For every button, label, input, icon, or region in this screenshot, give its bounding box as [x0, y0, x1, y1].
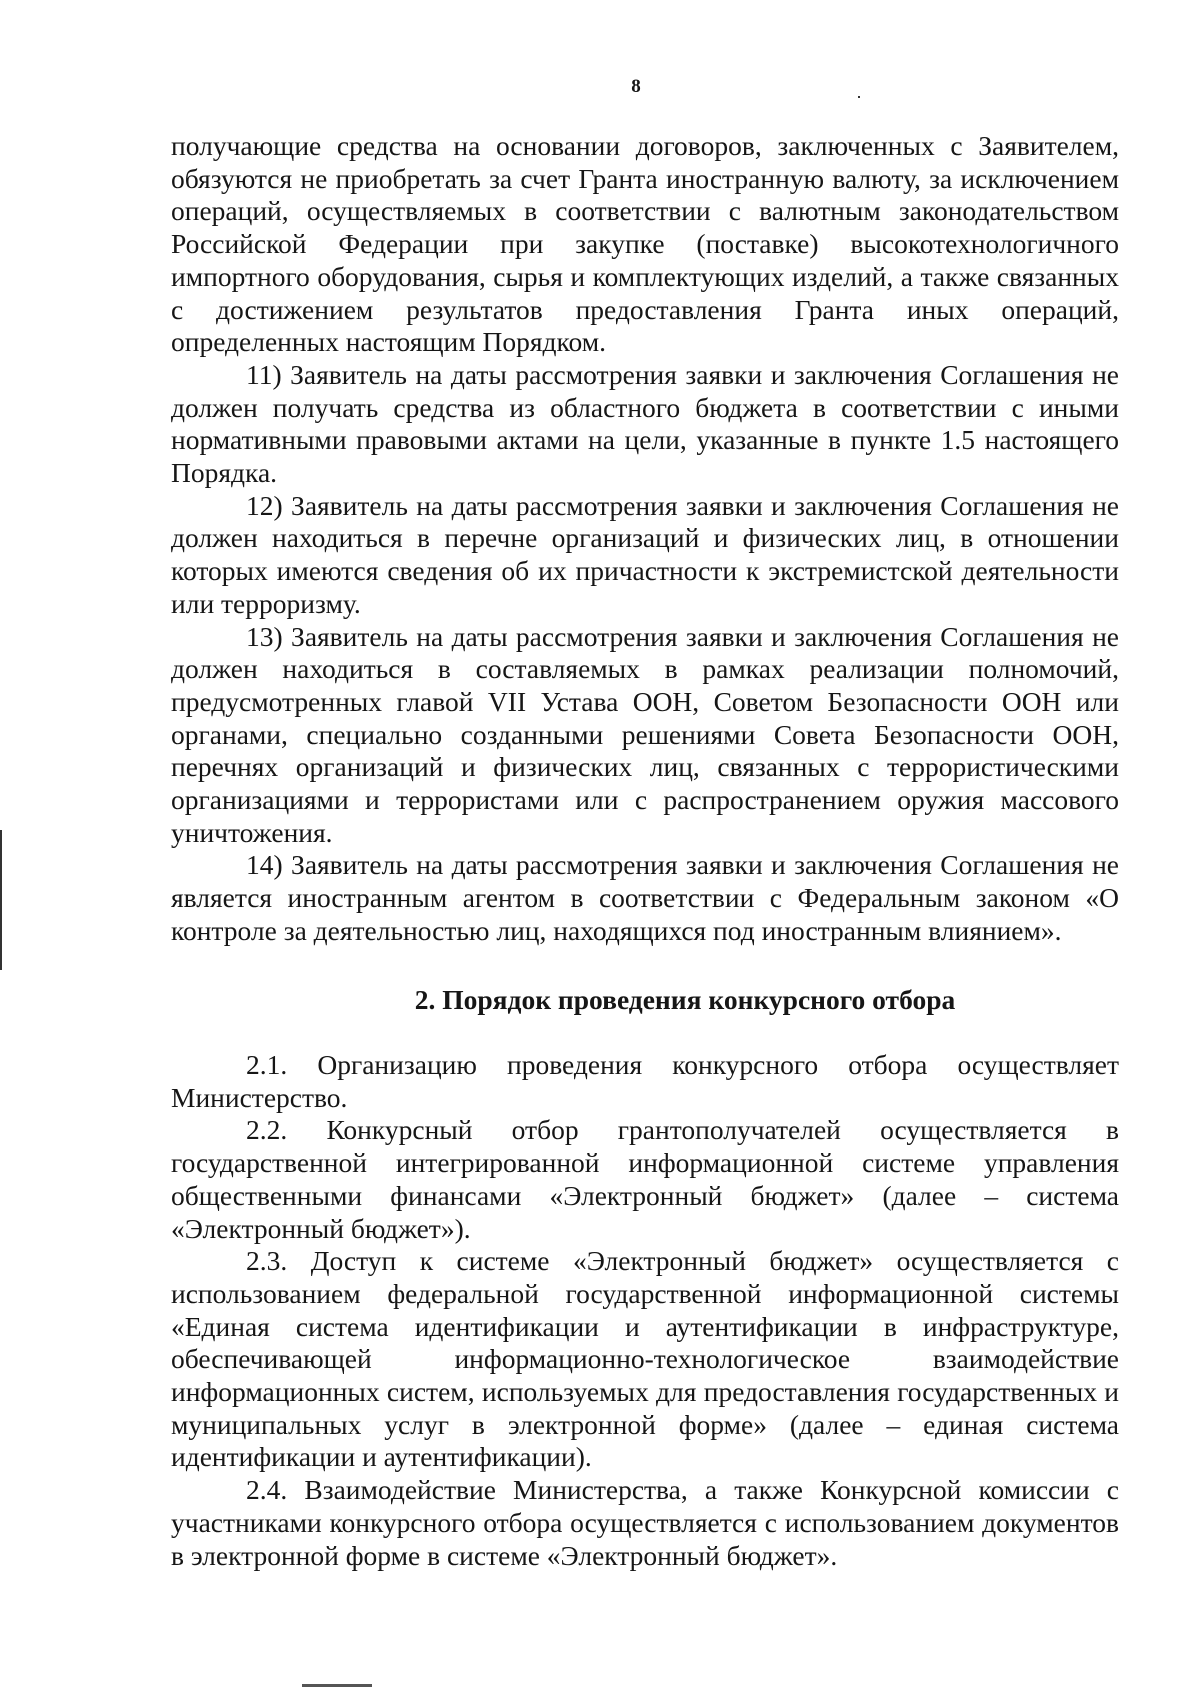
paragraph-2-2: 2.2. Конкурсный отбор грантополучателей осуществляется в государственной интегрированной информационной системе управления общественными финансами «Электронный бюджет» (далее – система «Электронный бюджет»). — [171, 1114, 1119, 1244]
paragraph-item-11: 11) Заявитель на даты рассмотрения заявки и заключения Соглашения не должен получать средства из областного бюджета в соответствии с иными нормативными правовыми актами на цели, указанные в пункте 1.5 настоящего Порядка. — [171, 358, 1119, 489]
scan-bottom-mark — [302, 1684, 372, 1687]
paragraph-continuation: получающие средства на основании договоров, заключенных с Заявителем, обязуются не приобретать за счет Гранта иностранную валюту, за исключением операций, осуществляемых в соответствии с валютным законодательством Российской Федерации при закупке (поставке) высокотехнологичного импортного оборудования, сырья и комплектующих изделий, а также связанных с достижением результатов предоставления Гранта иных операций, определенных настоящим Порядком. — [171, 130, 1119, 358]
section-2-heading: 2. Порядок проведения конкурсного отбора — [414, 984, 956, 1015]
section-1-text — [171, 130, 1119, 948]
paragraph-item-13: 13) Заявитель на даты рассмотрения заявки и заключения Соглашения не должен находиться в составляемых в рамках реализации полномочий, предусмотренных главой VII Устава ООН, Советом Безопасности ООН или органами, специально созданными решениями Совета Безопасности ООН, перечнях организаций и физических лиц, связанных с террористическими организациями и террористами или с распространением оружия массового уничтожения. — [171, 620, 1119, 848]
scan-speck — [858, 96, 860, 98]
paragraph-2-3: 2.3. Доступ к системе «Электронный бюджет» осуществляется с использованием федеральной государственной информационной системы «Единая система идентификации и аутентификации в инфраструктуре, обеспечивающей информационно-технологическое взаимодействие информационных систем, используемых для предоставления государственных и муниципальных услуг в электронной форме» (далее – единая система идентификации и аутентификации). — [171, 1245, 1119, 1473]
paragraph-item-14: 14) Заявитель на даты рассмотрения заявки и заключения Соглашения не является иностранным агентом в соответствии с Федеральным законом «О контроле за деятельностью лиц, находящихся под иностранным влиянием». — [171, 849, 1119, 946]
paragraph-2-1: 2.1. Организацию проведения конкурсного отбора осуществляет Министерство. — [171, 1049, 1119, 1113]
paragraph-item-12: 12) Заявитель на даты рассмотрения заявки и заключения Соглашения не должен находиться в перечне организаций и физических лиц, в отношении которых имеются сведения об их причастности к экстремистской деятельности или терроризму. — [171, 489, 1119, 619]
page-number: 8 — [631, 76, 641, 97]
paragraph-2-4: 2.4. Взаимодействие Министерства, а также Конкурсной комиссии с участниками конкурсного отбора осуществляется с использованием документов в электронной форме в системе «Электронный бюджет». — [171, 1474, 1119, 1571]
scan-edge-mark — [0, 830, 2, 970]
section-2-text — [171, 1049, 1119, 1572]
